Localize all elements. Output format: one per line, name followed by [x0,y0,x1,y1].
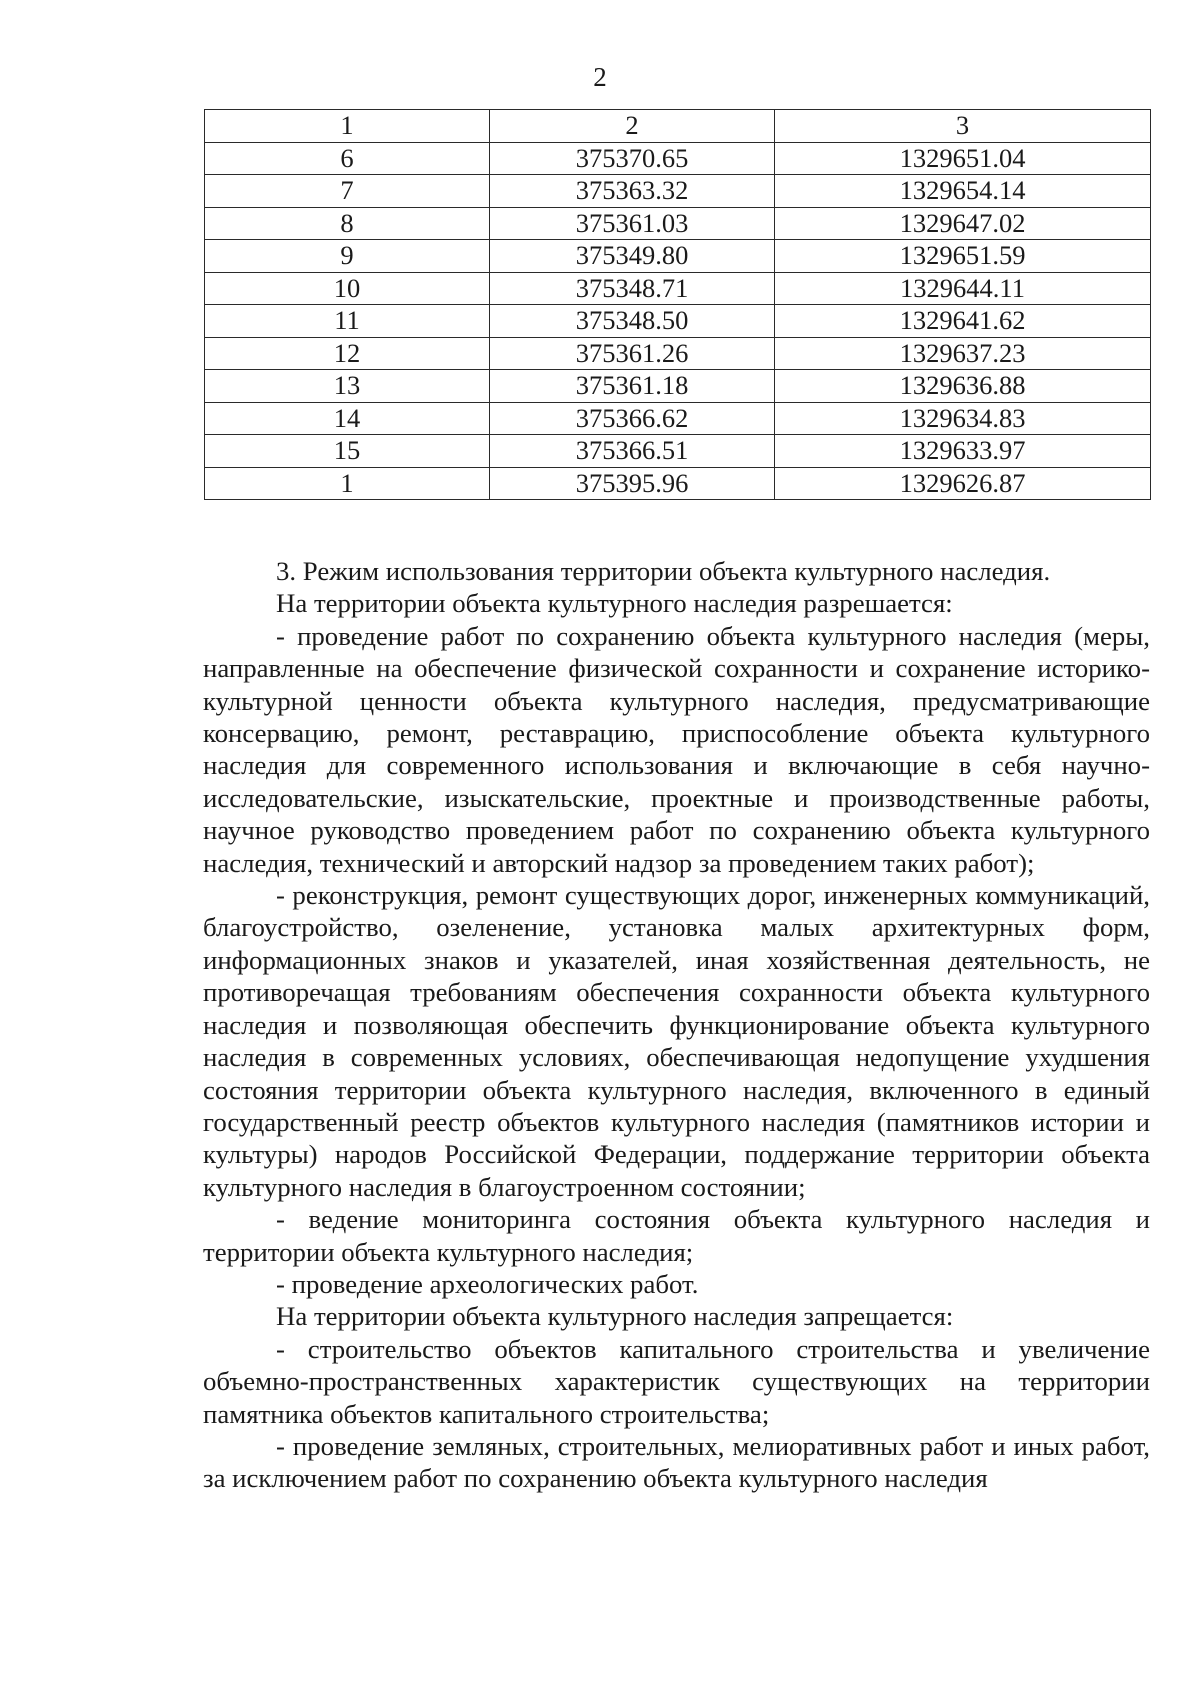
table-cell: 375361.18 [490,370,775,403]
paragraph: На территории объекта культурного наследия запрещается: [276,1301,954,1332]
table-row [205,467,1151,500]
table-cell: 1329647.02 [775,207,1151,240]
table-cell: 7 [205,175,490,208]
section-heading: 3. Режим использования территории объекта культурного наследия. [276,556,1051,586]
table-cell: 1329633.97 [775,435,1151,468]
table-cell: 10 [205,272,490,305]
paragraph: - строительство объектов капитального строительства и увеличение объемно-пространственных характеристик существующих на территории памятника объектов капитального строительства; [203,1333,1150,1429]
table-cell: 13 [205,370,490,403]
table-row [205,175,1151,208]
table-cell: 375363.32 [490,175,775,208]
table-cell: 1329637.23 [775,337,1151,370]
table-cell: 12 [205,337,490,370]
table-cell: 1329626.87 [775,467,1151,500]
table-row [205,142,1151,175]
table-cell: 15 [205,435,490,468]
paragraph: - реконструкция, ремонт существующих дорог, инженерных коммуникаций, благоустройство, озеленение, установка малых архитектурных форм, информационных знаков и указателей, иная хозяйственная деятельность, не противоречащая требованиям обеспечения сохранности объекта культурного наследия и позволяющая обеспечить функционирование объекта культурного наследия в современных условиях, обеспечивающая недопущение ухудшения состояния территории объекта культурного наследия, включенного в единый государственный реестр объектов культурного наследия (памятников истории и культуры) народов Российской Федерации, поддержание территории объекта культурного наследия в благоустроенном состоянии; [203,880,1150,1202]
table-cell: 375348.50 [490,305,775,338]
table-cell: 6 [205,142,490,175]
table-row [205,370,1151,403]
table-cell: 375370.65 [490,142,775,175]
table-cell: 1 [205,467,490,500]
table-cell: 375348.71 [490,272,775,305]
table-row [205,272,1151,305]
table-cell: 1329651.59 [775,240,1151,273]
paragraph: На территории объекта культурного наследия разрешается: [276,588,953,619]
table-cell: 1329651.04 [775,142,1151,175]
table-header-row [205,110,1151,143]
table-cell: 375366.51 [490,435,775,468]
table-cell: 375395.96 [490,467,775,500]
table-cell: 375366.62 [490,402,775,435]
table-cell: 1329644.11 [775,272,1151,305]
table-cell: 1329636.88 [775,370,1151,403]
table-cell: 9 [205,240,490,273]
table-row [205,305,1151,338]
table-cell: 1329654.14 [775,175,1151,208]
body-text [203,555,1150,1495]
table-row [205,207,1151,240]
table-cell: 14 [205,402,490,435]
table-row [205,337,1151,370]
table-cell: 1329634.83 [775,402,1151,435]
table-row [205,435,1151,468]
table-header-cell: 2 [490,110,775,143]
paragraph: - ведение мониторинга состояния объекта культурного наследия и территории объекта культурного наследия; [203,1204,1150,1267]
table-row [205,240,1151,273]
page-number: 2 [593,62,607,92]
table-row [205,402,1151,435]
coordinates-table [204,109,1151,500]
table-cell: 375361.03 [490,207,775,240]
table-header-cell: 1 [205,110,490,143]
paragraph: - проведение работ по сохранению объекта культурного наследия (меры, направленные на обеспечение физической сохранности и сохранение историко-культурной ценности объекта культурного наследия, предусматривающие консервацию, ремонт, реставрацию, приспособление объекта культурного наследия для современного использования и включающие в себя научно-исследовательские, изыскательские, проектные и производственные работы, научное руководство проведением работ по сохранению объекта культурного наследия, технический и авторский надзор за проведением таких работ); [203,620,1150,878]
table-cell: 375349.80 [490,240,775,273]
paragraph: - проведение земляных, строительных, мелиоративных работ и иных работ, за исключением работ по сохранению объекта культурного наследия [203,1430,1150,1494]
paragraph: - проведение археологических работ. [276,1268,699,1299]
coordinates-table-body [205,110,1151,500]
table-cell: 1329641.62 [775,305,1151,338]
table-header-cell: 3 [775,110,1151,143]
table-cell: 11 [205,305,490,338]
table-cell: 8 [205,207,490,240]
table-cell: 375361.26 [490,337,775,370]
